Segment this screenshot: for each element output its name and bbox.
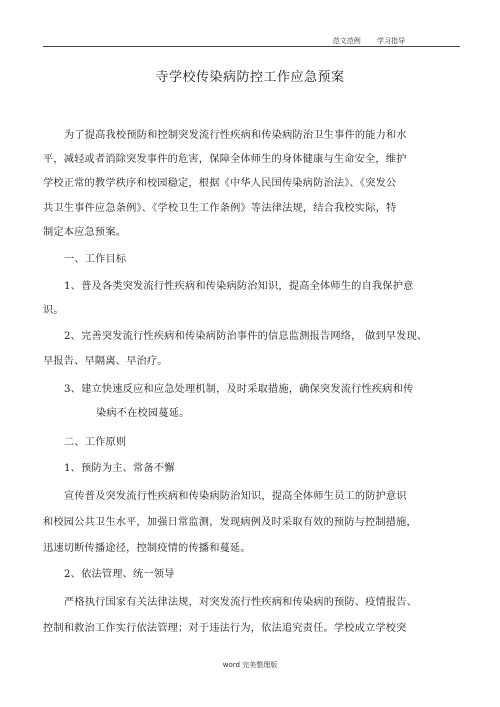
document-title: 寺学校传染病防控工作应急预案 <box>155 70 345 85</box>
body-line: 迅速切断传播途径，控制疫情的传播和蔓延。 <box>43 543 251 554</box>
header-link-examples: 范文范例 <box>332 37 361 45</box>
subsection-heading: 2、依法管理、统一领导 <box>64 569 175 580</box>
body-line: 和校园公共卫生水平，加强日常监测，发现病例及时采取有效的预防与控制措施， <box>43 517 417 528</box>
body-line: 控制和救治工作实行依法管理；对于违法行为，依法追究责任。学校成立学校突 <box>43 623 407 634</box>
body-line: 共卫生事件应急条例》、《学校卫生工作条例》等法律法规，结合我校实际，特 <box>43 203 397 214</box>
body-line: 学校正常的教学秩序和校园稳定，根据《中华人民国传染病防治法》、《突发公 <box>43 178 397 189</box>
section-heading: 一、工作目标 <box>64 254 127 265</box>
body-line: 2、完善突发流行性疾病和传染病防治事件的信息监测报告网络， 做到早发现、 <box>64 331 428 342</box>
page-footer: word 完美整理版 <box>222 661 278 669</box>
body-line: 平，减轻或者消除突发事件的危害，保障全体师生的身体健康与生命安全，维护 <box>43 154 407 165</box>
page-header <box>319 36 405 46</box>
body-line: 3、建立快速反应和应急处理机制，及时采取措施，确保突发流行性疾病和传 <box>64 384 414 395</box>
body-line: 染病不在校园蔓延。 <box>96 408 190 419</box>
body-line: 严格执行国家有关法律法规，对突发流行性疾病和传染病的预防、疫情报告、 <box>64 597 418 608</box>
body-line: 识。 <box>43 305 64 316</box>
body-line: 为了提高我校预防和控制突发流行性疾病和传染病防治卫生事件的能力和水 <box>64 130 407 141</box>
section-heading: 二、工作原则 <box>64 437 127 448</box>
body-line: 宣传普及突发流行性疾病和传染病防治知识，提高全体师生员工的防护意识 <box>64 491 407 502</box>
body-line: 制定本应急预案。 <box>43 227 127 238</box>
header-divider <box>43 46 460 47</box>
header-link-guide: 学习指导 <box>377 37 405 45</box>
body-line: 早报告、早隔离、早治疗。 <box>43 356 168 367</box>
body-line: 1、普及各类突发流行性疾病和传染病防治知识，提高全体师生的自我保护意 <box>64 281 414 292</box>
subsection-heading: 1、预防为主、常备不懈 <box>64 463 175 474</box>
